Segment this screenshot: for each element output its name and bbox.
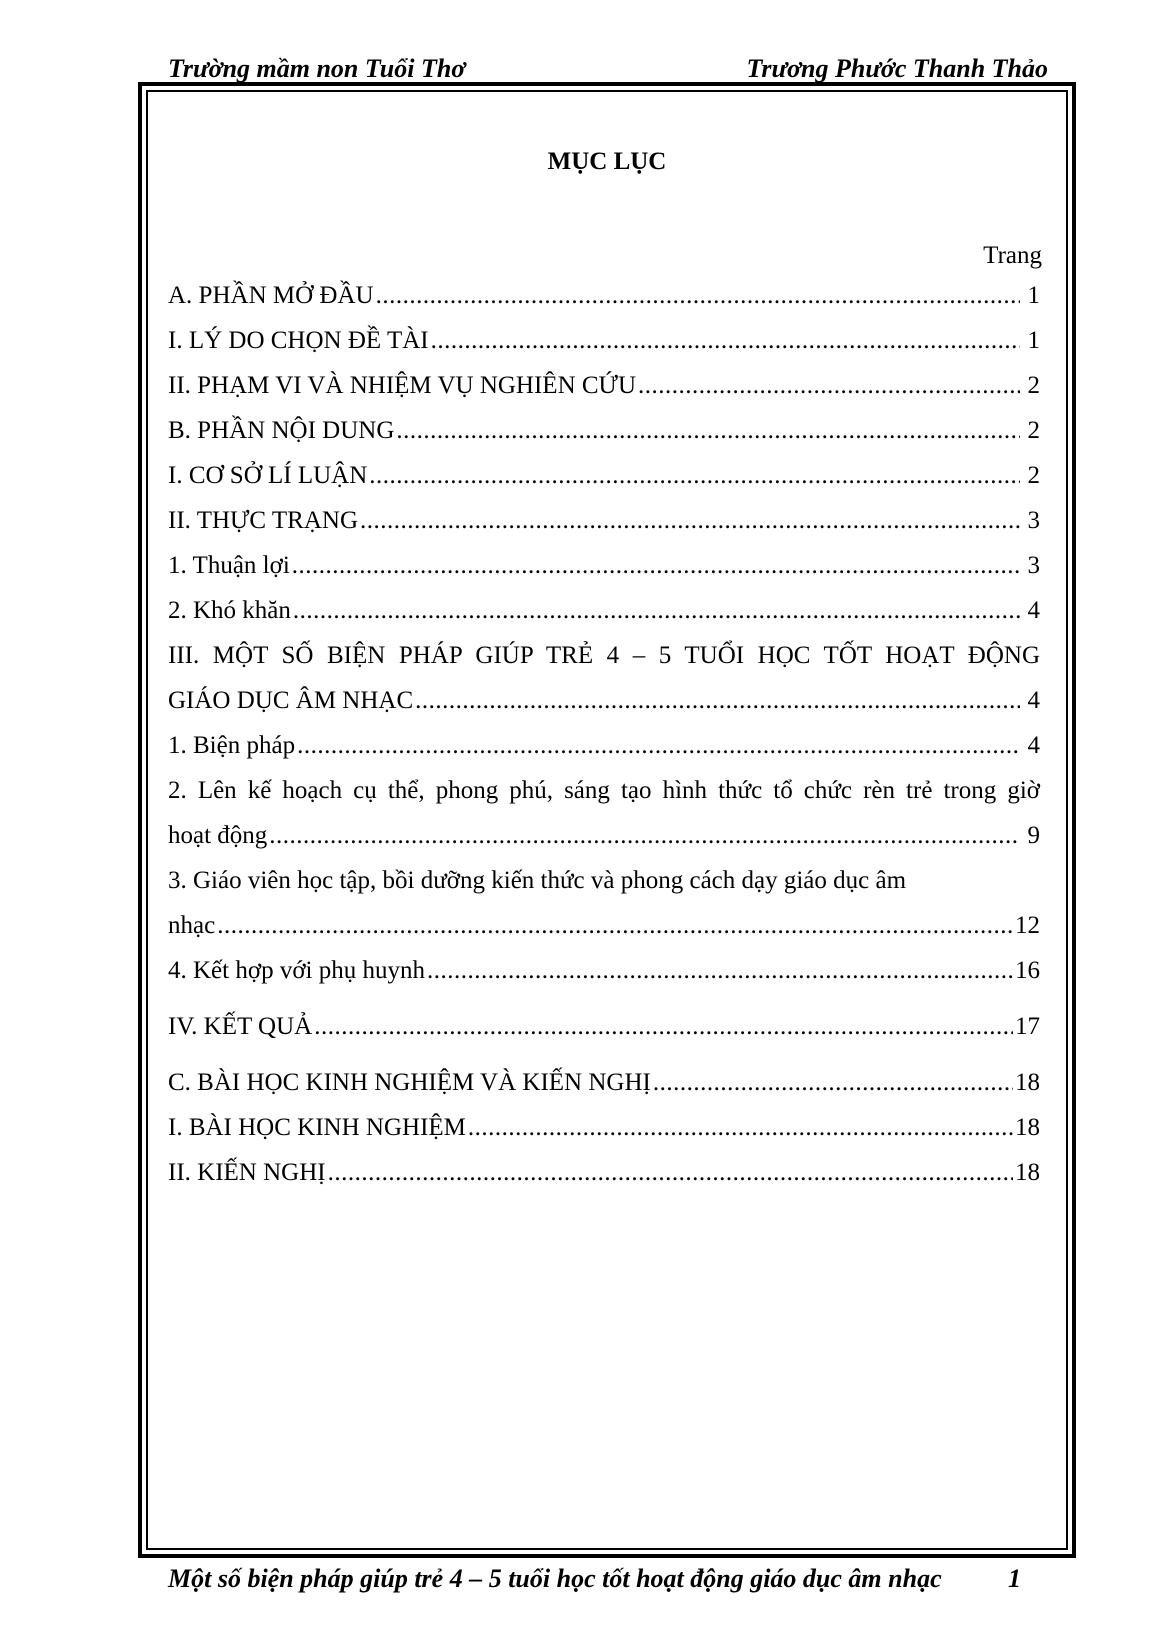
toc-entry[interactable] [168,369,1040,403]
toc-entry-label: I. LÝ DO CHỌN ĐỀ TÀI [168,327,429,354]
toc-entry-page: 17 [1015,1013,1040,1040]
toc-entry[interactable] [168,684,1040,718]
header-school-name: Trường mầm non Tuổi Thơ [168,54,466,83]
toc-leader-dots [217,909,1013,943]
toc-entry-label: I. CƠ SỞ LÍ LUẬN [168,462,368,489]
footer-page-number: 1 [1008,1564,1021,1593]
toc-leader-dots [638,369,1020,403]
toc-entry-label: IV. KẾT QUẢ [168,1013,313,1040]
toc-entry-page: 16 [1015,957,1040,984]
toc-entry[interactable] [168,414,1040,448]
toc-entry-page: 1 [1027,282,1040,309]
toc-entry-label: hoạt động [168,822,268,849]
toc-leader-dots [415,684,1020,718]
toc-leader-dots [314,1010,1013,1044]
toc-entry[interactable] [168,1156,1040,1190]
toc-entry-page: 1 [1027,327,1040,354]
toc-entry-page: 4 [1027,687,1040,714]
toc-entry-label: GIÁO DỤC ÂM NHẠC [168,687,414,714]
toc-entry-label: II. THỰC TRẠNG [168,507,359,534]
toc-leader-dots [376,279,1020,313]
toc-entry[interactable] [168,459,1040,493]
toc-entry-label: 1. Biện pháp [168,732,296,759]
toc-entry[interactable] [168,729,1040,763]
toc-leader-dots [431,324,1020,358]
toc-entry-page: 18 [1015,1114,1040,1141]
toc-entry[interactable] [168,504,1040,538]
toc-entry-page: 3 [1027,552,1040,579]
toc-entry-page: 2 [1027,462,1040,489]
toc-entry[interactable] [168,279,1040,313]
toc-entry-label: nhạc [168,912,216,939]
toc-leader-dots [328,1156,1013,1190]
toc-entry-line1[interactable]: III. MỘT SỐ BIỆN PHÁP GIÚP TRẺ 4 – 5 TUỔI HỌC TỐT HOẠT ĐỘNG [168,642,1040,669]
toc-leader-dots [468,1111,1013,1145]
toc-entry-page: 12 [1015,912,1040,939]
toc-entry-page: 4 [1027,732,1040,759]
toc-entry[interactable] [168,594,1040,628]
toc-entry[interactable] [168,549,1040,583]
toc-entry-page: 2 [1027,372,1040,399]
toc-entry-page: 4 [1027,597,1040,624]
toc-entry[interactable] [168,819,1040,853]
page-title: MỤC LỤC [547,148,667,175]
header-author-name: Trương Phước Thanh Thảo [746,54,1048,83]
toc-entry[interactable] [168,1066,1040,1100]
toc-entry-label: II. KIẾN NGHỊ [168,1159,326,1186]
toc-entry-page: 2 [1027,417,1040,444]
toc-leader-dots [653,1066,1013,1100]
page-column-label: Trang [983,242,1042,269]
toc-entry-page: 3 [1027,507,1040,534]
toc-leader-dots [293,594,1020,628]
toc-entry-label: B. PHẦN NỘI DUNG [168,417,395,444]
footer-document-title: Một số biện pháp giúp trẻ 4 – 5 tuổi học tốt hoạt động giáo dục âm nhạc [168,1564,942,1593]
toc-entry[interactable] [168,324,1040,358]
toc-entry-line1[interactable]: 2. Lên kế hoạch cụ thể, phong phú, sáng tạo hình thức tổ chức rèn trẻ trong giờ [168,777,1040,804]
toc-entry-label: C. BÀI HỌC KINH NGHIỆM VÀ KIẾN NGHỊ [168,1069,651,1096]
toc-entry-label: A. PHẦN MỞ ĐẦU [168,282,374,309]
toc-leader-dots [292,549,1020,583]
toc-entry-page: 18 [1015,1069,1040,1096]
toc-leader-dots [360,504,1020,538]
toc-entry[interactable] [168,1010,1040,1044]
toc-leader-dots [297,729,1020,763]
toc-leader-dots [427,954,1013,988]
toc-entry-label: 1. Thuận lợi [168,552,290,579]
toc-leader-dots [396,414,1020,448]
toc-entry-page: 9 [1027,822,1040,849]
toc-entry-label: 4. Kết hợp với phụ huynh [168,957,425,984]
toc-entry[interactable] [168,909,1040,943]
toc-entry-label: II. PHẠM VI VÀ NHIỆM VỤ NGHIÊN CỨU [168,372,637,399]
toc-entry[interactable] [168,1111,1040,1145]
toc-leader-dots [369,459,1020,493]
toc-entry-line1[interactable]: 3. Giáo viên học tập, bồi dưỡng kiến thức và phong cách dạy giáo dục âm [168,867,907,894]
toc-entry[interactable] [168,954,1040,988]
toc-entry-label: I. BÀI HỌC KINH NGHIỆM [168,1114,466,1141]
toc-leader-dots [269,819,1020,853]
toc-entry-label: 2. Khó khăn [168,597,291,624]
toc-entry-page: 18 [1015,1159,1040,1186]
